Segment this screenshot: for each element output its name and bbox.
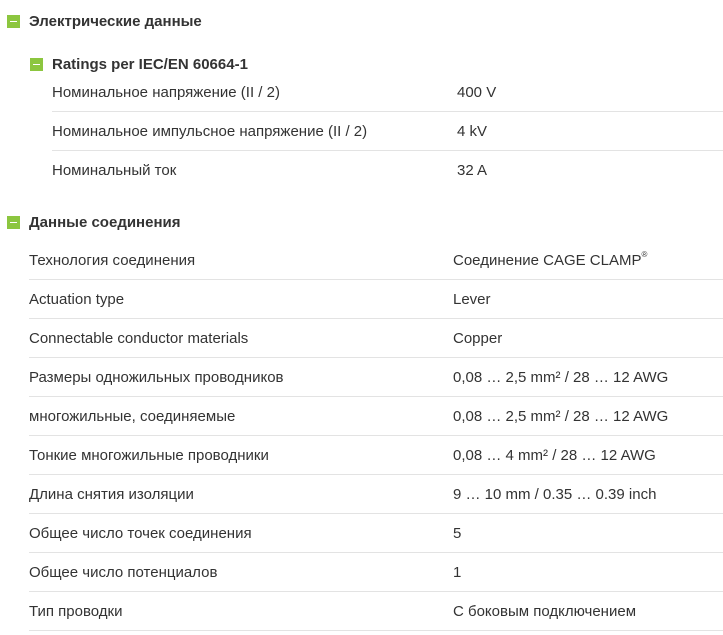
collapse-icon[interactable]	[30, 58, 43, 71]
table-row	[29, 280, 723, 319]
table-row	[29, 514, 723, 553]
table-row	[52, 151, 723, 190]
row-value: 0,08 … 4 mm² / 28 … 12 AWG	[453, 446, 656, 464]
row-label: Номинальное напряжение (II / 2)	[52, 83, 280, 101]
row-value: 0,08 … 2,5 mm² / 28 … 12 AWG	[453, 407, 669, 425]
table-row	[29, 553, 723, 592]
section-title: Данные соединения	[29, 213, 181, 231]
row-label: Actuation type	[29, 290, 125, 308]
row-label: Номинальный ток	[52, 162, 177, 179]
table-row	[29, 319, 723, 358]
table-row	[29, 592, 723, 631]
row-value: 9 … 10 mm / 0.35 … 0.39 inch	[453, 485, 657, 503]
row-value: 4 kV	[457, 122, 488, 140]
row-value: 5	[453, 524, 462, 542]
section-electrical-header[interactable]	[7, 9, 202, 33]
row-label: Тонкие многожильные проводники	[29, 446, 269, 464]
row-label: Общее число точек соединения	[29, 524, 252, 542]
row-label: Тип проводки	[29, 602, 123, 620]
table-row	[52, 112, 723, 151]
registered-mark: ®	[641, 249, 648, 259]
table-row	[29, 358, 723, 397]
row-value: 32 A	[457, 162, 488, 179]
table-row	[52, 73, 723, 112]
collapse-icon[interactable]	[7, 216, 20, 229]
row-value	[453, 249, 648, 269]
collapse-icon[interactable]	[7, 15, 20, 28]
table-row	[29, 475, 723, 514]
table-row	[29, 397, 723, 436]
row-value: С боковым подключением	[453, 602, 637, 620]
table-row	[29, 436, 723, 475]
table-row	[29, 241, 723, 280]
row-value: 400 V	[457, 83, 497, 101]
row-label: Номинальное импульсное напряжение (II / 2)	[52, 122, 368, 140]
section-connection-header[interactable]	[7, 210, 181, 234]
row-value: Lever	[453, 290, 491, 308]
row-value: Copper	[453, 329, 503, 347]
row-label: Длина снятия изоляции	[29, 485, 194, 503]
row-label: Технология соединения	[29, 251, 196, 269]
row-value-text: Соединение CAGE CLAMP	[453, 251, 642, 269]
row-label: Размеры одножильных проводников	[29, 368, 284, 386]
row-label: Общее число потенциалов	[29, 563, 218, 581]
row-value: 1	[453, 563, 462, 581]
section-title: Электрические данные	[29, 12, 202, 30]
row-value: 0,08 … 2,5 mm² / 28 … 12 AWG	[453, 368, 669, 386]
row-label: Connectable conductor materials	[29, 329, 249, 347]
row-label: многожильные, соединяемые	[29, 407, 236, 425]
subsection-title: Ratings per IEC/EN 60664-1	[52, 55, 248, 73]
